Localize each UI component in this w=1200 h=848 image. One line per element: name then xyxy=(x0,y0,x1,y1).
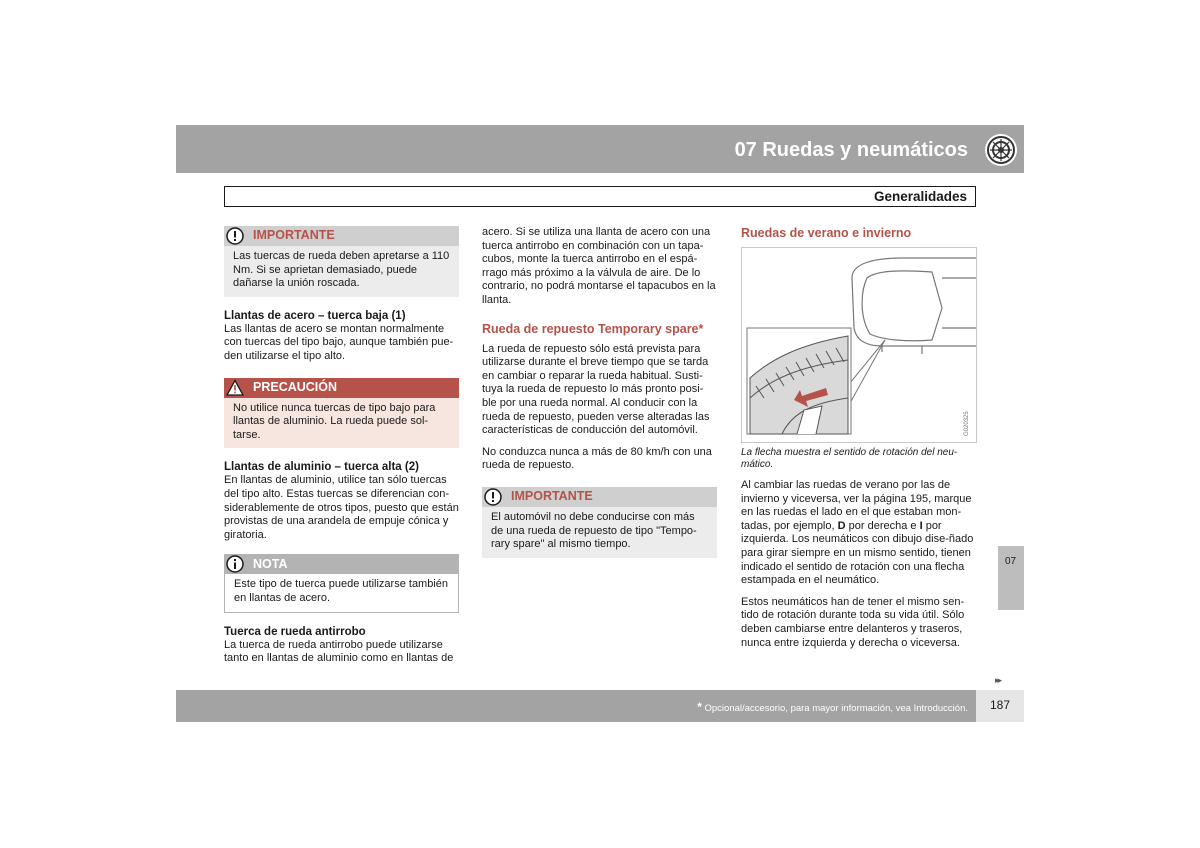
important-title: IMPORTANTE xyxy=(253,228,335,243)
caution-title: PRECAUCIÓN xyxy=(253,379,338,394)
important-text: Las tuercas de rueda deben apretarse a 110 Nm. Si se aprietan demasiado, puede dañarse la unión roscada. xyxy=(224,246,459,297)
column-2 xyxy=(482,226,717,570)
chapter-header xyxy=(176,125,1024,173)
column-3 xyxy=(741,226,977,658)
chapter-tab xyxy=(998,546,1024,610)
spare-wheel-text-1: La rueda de repuesto sólo está prevista para utilizarse durante el breve tiempo que se tarda en cambiar o reparar la rueda habitual. Susti-tuya la rueda de repuesto lo más pronto posi-ble por una rueda normal. Al conducir con la rueda de repuesto, pueden verse alteradas las características de conducción del automóvil. xyxy=(482,342,710,437)
important-box-header xyxy=(224,226,459,246)
footer-bar xyxy=(176,690,976,722)
continued-text: acero. Si se utiliza una llanta de acero con una tuerca antirrobo en combinación con un tapa-cubos, monte la tuerca antirrobo en el espá-rrago más próximo a la válvula de aire. De lo contrario, no podrá montarse el tapacubos en la llanta. xyxy=(482,226,716,306)
chapter-title: 07 Ruedas y neumáticos xyxy=(734,139,968,161)
car-outline xyxy=(852,258,976,354)
important-box-2 xyxy=(482,487,717,558)
antitheft-heading: Tuerca de rueda antirrobo xyxy=(224,625,366,638)
spare-wheel-text-2: No conduzca nunca a más de 80 km/h con una rueda de repuesto. xyxy=(482,445,712,472)
summer-winter-heading: Ruedas de verano e invierno xyxy=(741,226,912,240)
section-header xyxy=(224,186,976,207)
tire-rotation-figure xyxy=(741,247,977,443)
aluminium-rims-heading: Llantas de aluminio – tuerca alta (2) xyxy=(224,461,419,474)
note-box xyxy=(224,554,459,612)
summer-winter-text-2: Estos neumáticos han de tener el mismo sen-tido de rotación durante toda su vida útil. Sólo deben cambiarse entre delanteros y traseros, nunca entre izquierda y derecha o viceversa. xyxy=(741,595,965,649)
caution-box xyxy=(224,378,459,449)
exclamation-icon xyxy=(484,488,502,506)
note-box-header xyxy=(224,554,459,574)
important-text-2: El automóvil no debe conducirse con más de una rueda de repuesto de tipo "Tempo-rary spare" al mismo tiempo. xyxy=(482,507,717,558)
important-box-2-header xyxy=(482,487,717,507)
footnote: * Opcional/accesorio, para mayor información, vea Introducción. xyxy=(697,700,968,714)
steel-rims-heading: Llantas de acero – tuerca baja (1) xyxy=(224,309,406,322)
caution-text: No utilice nunca tuercas de tipo bajo para llantas de aluminio. La rueda puede sol-tarse. xyxy=(224,398,459,449)
warning-triangle-icon xyxy=(226,379,244,397)
tire-icon xyxy=(984,133,1018,167)
column-1 xyxy=(224,226,459,674)
important-title-2: IMPORTANTE xyxy=(511,489,593,504)
aluminium-rims-text: En llantas de aluminio, utilice tan sólo tuercas del tipo alto. Estas tuercas se diferencian con-siderablemente de otros tipos, puesto que están provistas de una arandela de empuje cónica y giratoria. xyxy=(224,474,459,541)
continue-arrows-icon: ▸▸ xyxy=(995,675,1001,685)
note-title: NOTA xyxy=(253,556,288,571)
page-number-box xyxy=(976,690,1024,722)
note-text: Este tipo de tuerca puede utilizarse también en llantas de acero. xyxy=(224,574,459,612)
tire-rotation-illustration xyxy=(742,248,976,442)
exclamation-icon xyxy=(226,227,244,245)
steel-rims-text: Las llantas de acero se montan normalmente con tuercas del tipo bajo, aunque también pue-den utilizarse el tipo alto. xyxy=(224,322,454,362)
important-box xyxy=(224,226,459,297)
caution-box-header xyxy=(224,378,459,398)
spare-wheel-heading: Rueda de repuesto Temporary spare* xyxy=(482,321,704,336)
antitheft-text: La tuerca de rueda antirrobo puede utilizarse tanto en llantas de aluminio como en llantas de xyxy=(224,638,454,665)
figure-caption: La flecha muestra el sentido de rotación del neu-mático. xyxy=(741,447,958,470)
page-number: 187 xyxy=(990,698,1011,712)
section-title: Generalidades xyxy=(873,189,967,204)
figure-code: G020325 xyxy=(964,411,970,436)
chapter-tab-label: 07 xyxy=(1005,556,1017,567)
info-icon xyxy=(226,555,244,573)
summer-winter-text-1: Al cambiar las ruedas de verano por las de invierno y viceversa, ver la página 195, marque en las ruedas el lado en el que estaban mon-tadas, por ejemplo, D por derecha e I por izquierda. Los neumáticos con dibujo dise-ñado para girar siempre en un mismo sentido, tienen indicado el sentido de rotación con una flecha estampada en el neumático. xyxy=(741,479,974,587)
